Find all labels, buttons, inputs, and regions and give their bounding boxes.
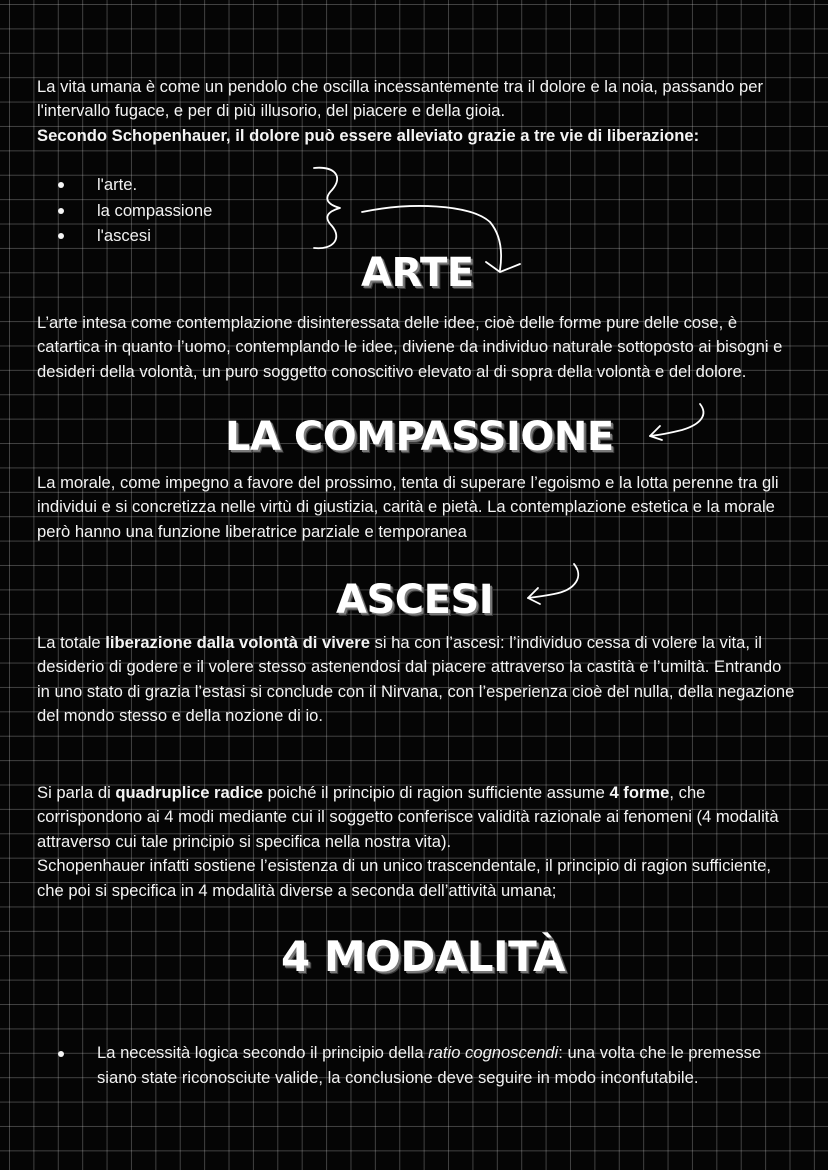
intro-paragraph [37, 75, 797, 148]
heading-ascesi: ASCESI [336, 577, 494, 623]
radice-text-e: , che corrispondono ai 4 modi mediante cui il soggetto conferisce validità razionale ai fenomeni (4 modalità attraverso cui tale principio si specifica nella nostra vita). [37, 783, 779, 851]
radice-text-a: Si parla di [37, 783, 116, 802]
modalita-text-c: : una volta che le premesse siano state riconosciute valide, la conclusione deve seguire in modo inconfutabile. [97, 1043, 762, 1087]
list-item: l'arte. [37, 172, 212, 198]
arte-paragraph: L’arte intesa come contemplazione disinteressata delle idee, cioè delle forme pure delle cose, è catartica in quanto l’uomo, contemplando le idee, diviene da individuo naturale sottoposto ai bisogni e desideri della volontà, un puro soggetto conoscitivo elevato al di sopra della volontà e del dolore. [37, 313, 783, 381]
list-item: l'ascesi [37, 223, 212, 249]
ascesi-text-after: si ha con l’ascesi: l’individuo cessa di volere la vita, il desiderio di godere e il volere stesso astenendosi dal piacere attraverso la castità e l’umiltà. Entrando in uno stato di grazia l’estasi si conclude con il Nirvana, con l’esperienza cioè del nulla, della negazione del mondo stesso e della nozione di io. [37, 633, 795, 726]
compassione-paragraph: La morale, come impegno a favore del prossimo, tenta di superare l’egoismo e la lotta perenne tra gli individui e si concretizza nelle virtù di giustizia, carità e pietà. La contemplazione estetica e la morale però hanno una funzione liberatrice parziale e temporanea [37, 473, 779, 541]
heading-compassione: LA COMPASSIONE [225, 414, 614, 460]
ascesi-paragraph [37, 631, 797, 729]
heading-modalita: 4 MODALITÀ [281, 932, 565, 981]
radice-text-c: poiché il principio di ragion sufficiente assume [262, 783, 610, 802]
intro-text: La vita umana è come un pendolo che oscilla incessantemente tra il dolore e la noia, passando per l'intervallo fugace, e per di più illusorio, del piacere e della gioia. [37, 77, 763, 121]
radice-bold-quadruplice: quadruplice radice [115, 783, 263, 802]
ascesi-text-before: La totale [37, 633, 106, 652]
radice-bold-forme: 4 forme [609, 783, 670, 802]
intro-bold-text: Secondo Schopenhauer, il dolore può essere alleviato grazie a tre vie di liberazione: [37, 125, 700, 145]
modalita-italic-text: ratio cognoscendi [428, 1043, 559, 1062]
modalita-text-a: La necessità logica secondo il principio della [97, 1043, 429, 1062]
ascesi-bold-text: liberazione dalla volontà di vivere [105, 633, 370, 652]
list-item [37, 1041, 777, 1090]
arrow-icon [644, 400, 714, 444]
list-item: la compassione [37, 198, 212, 224]
arrow-icon [524, 560, 588, 606]
ways-list [37, 172, 212, 249]
radice-paragraph [37, 781, 797, 903]
modalita-list [37, 1041, 777, 1090]
heading-arte: ARTE [361, 250, 474, 296]
radice-text-p2: Schopenhauer infatti sostiene l’esistenza di un unico trascendentale, il principio di ragion sufficiente, che poi si specifica in 4 modalità diverse a seconda dell’attività umana; [37, 856, 771, 900]
